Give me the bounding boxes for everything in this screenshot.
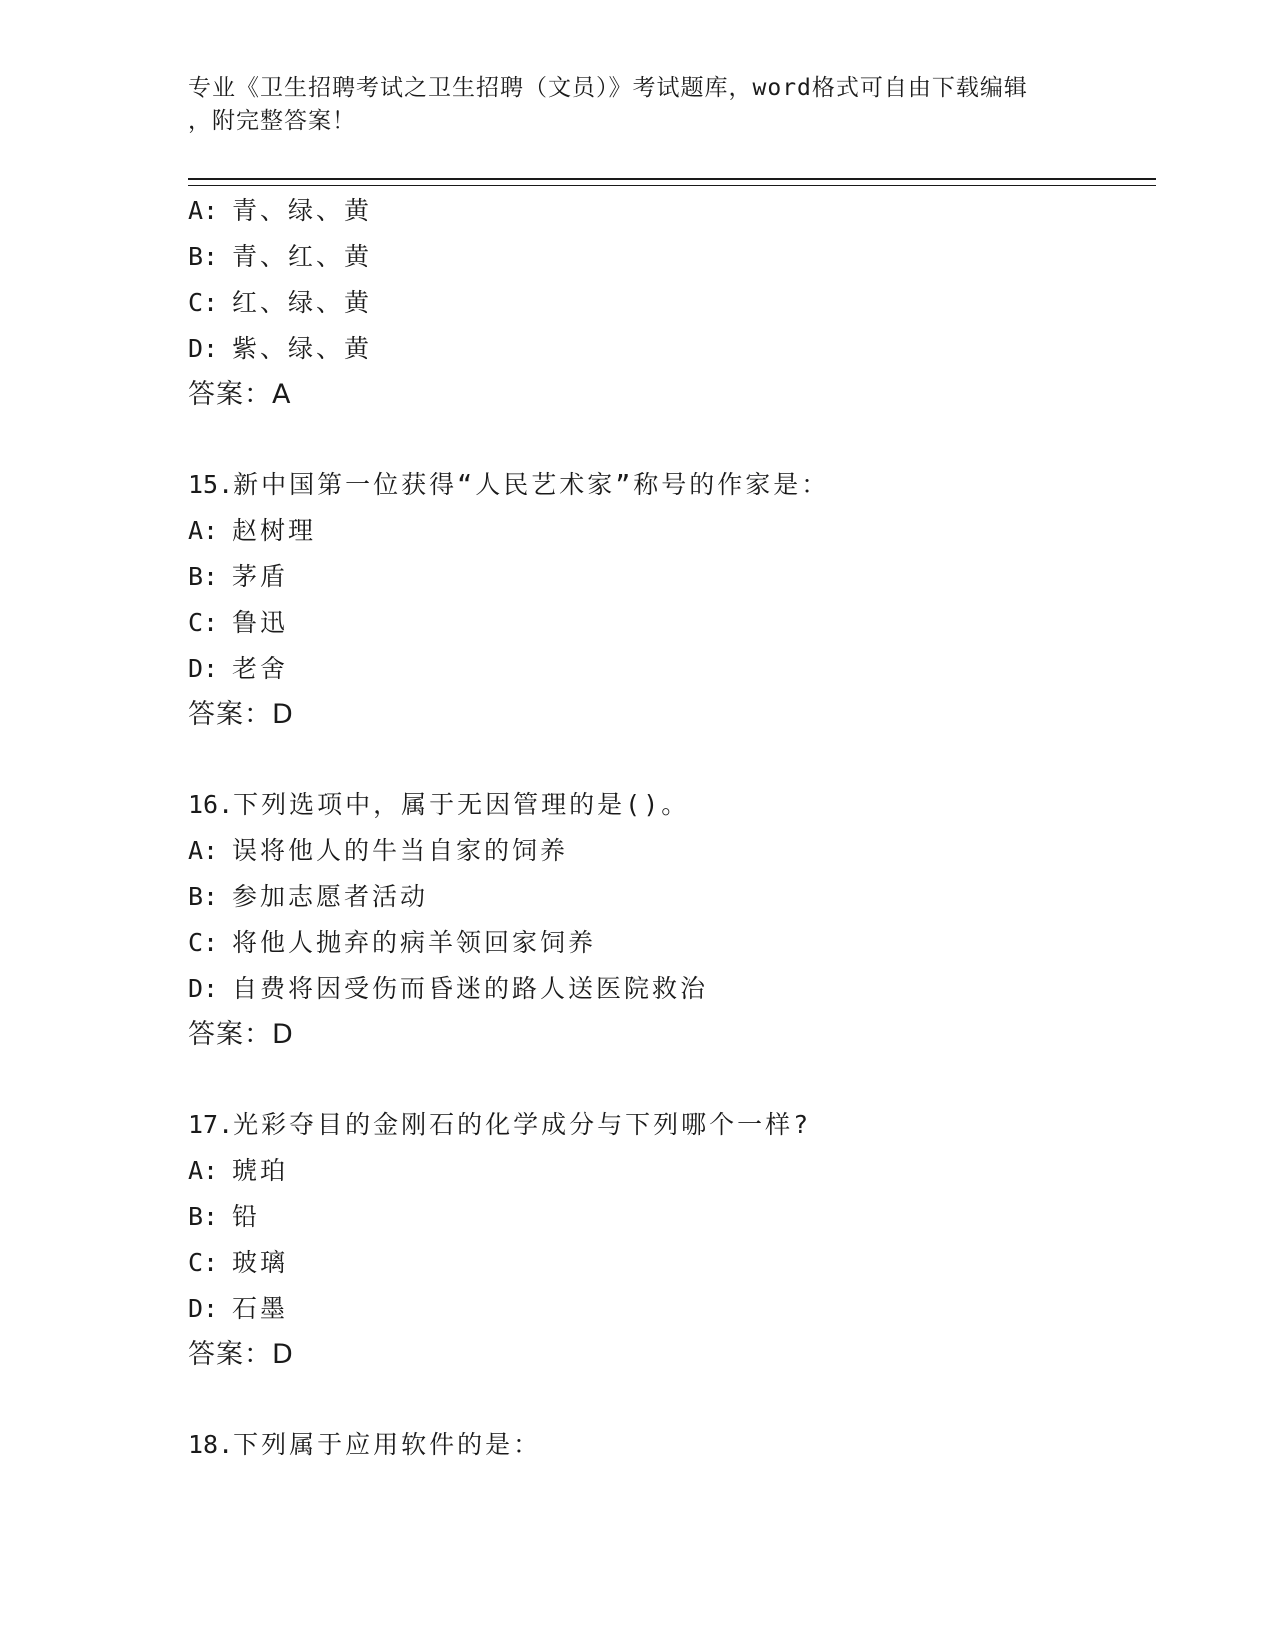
option-d: D: 老舍 [188,654,289,683]
option-b: B: 青、红、黄 [188,242,373,271]
spacer [188,1378,1148,1422]
spacer [188,738,1148,782]
question-text: 18.下列属于应用软件的是： [188,1430,542,1459]
option-d: D: 石墨 [188,1294,289,1323]
option-a: A: 青、绿、黄 [188,196,373,225]
answer-line: 答案：D [188,699,294,730]
question-block-18 [188,1422,1148,1468]
answer-line: 答案：D [188,1019,294,1050]
option-b: B: 茅盾 [188,562,289,591]
document-header [188,72,1088,138]
option-c: C: 红、绿、黄 [188,288,373,317]
question-block-prev [188,188,1148,418]
option-c: C: 鲁迅 [188,608,289,637]
question-text: 15.新中国第一位获得“人民艺术家”称号的作家是： [188,470,830,499]
header-line-1: 专业《卫生招聘考试之卫生招聘（文员）》考试题库，word格式可自由下载编辑 [188,75,1028,101]
option-b: B: 参加志愿者活动 [188,882,429,911]
option-d: D: 自费将因受伤而昏迷的路人送医院救治 [188,974,709,1003]
option-c: C: 玻璃 [188,1248,289,1277]
question-list [188,188,1148,1468]
question-text: 17.光彩夺目的金刚石的化学成分与下列哪个一样? [188,1110,812,1139]
header-line-2: ，附完整答案！ [188,108,356,134]
question-block-16 [188,782,1148,1058]
option-a: A: 琥珀 [188,1156,289,1185]
option-d: D: 紫、绿、黄 [188,334,373,363]
answer-line: 答案：D [188,1339,294,1370]
spacer [188,1058,1148,1102]
option-a: A: 赵树理 [188,516,317,545]
header-divider [188,178,1156,186]
answer-line: 答案：A [188,379,292,410]
question-text: 16.下列选项中，属于无因管理的是()。 [188,790,690,819]
option-a: A: 误将他人的牛当自家的饲养 [188,836,569,865]
option-b: B: 铅 [188,1202,261,1231]
question-block-17 [188,1102,1148,1378]
question-block-15 [188,462,1148,738]
spacer [188,418,1148,462]
option-c: C: 将他人抛弃的病羊领回家饲养 [188,928,597,957]
